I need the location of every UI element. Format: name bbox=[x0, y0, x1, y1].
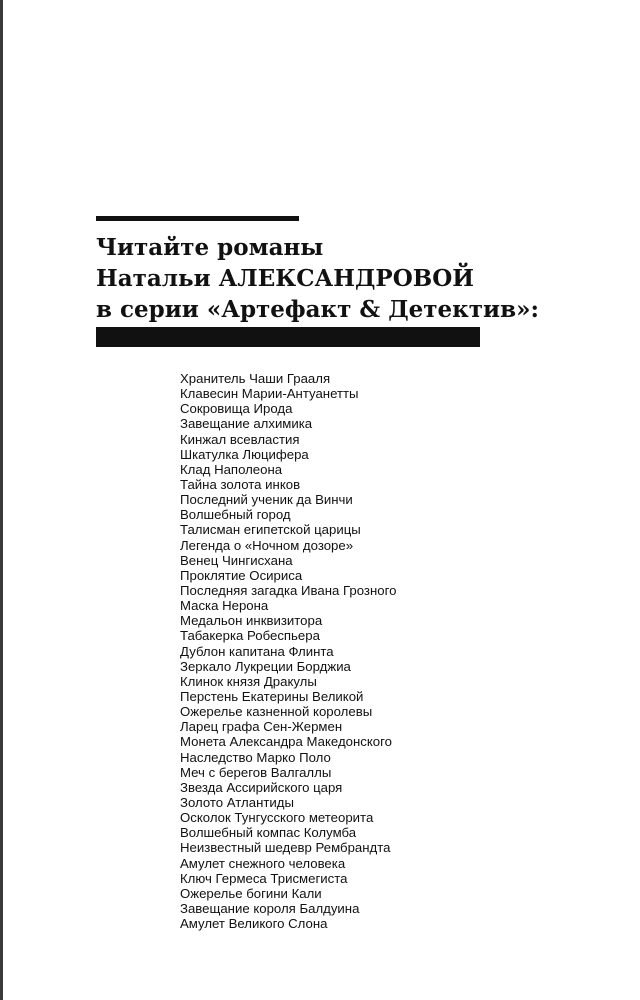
book-title: Зеркало Лукреции Борджиа bbox=[180, 658, 351, 674]
book-title: Звезда Ассирийского царя bbox=[180, 779, 343, 795]
book-title: Сокровища Ирода bbox=[180, 401, 293, 417]
book-title: Проклятие Осириса bbox=[180, 567, 303, 583]
book-title: Перстень Екатерины Великой bbox=[180, 688, 364, 704]
book-title: Шкатулка Люцифера bbox=[180, 446, 309, 462]
book-title: Ожерелье богини Кали bbox=[180, 885, 322, 901]
book-title: Золото Атлантиды bbox=[180, 794, 294, 810]
book-title: Амулет снежного человека bbox=[180, 855, 346, 871]
book-title: Тайна золота инков bbox=[180, 476, 301, 492]
book-title: Клавесин Марии-Антуанетты bbox=[180, 386, 359, 402]
book-title: Медальон инквизитора bbox=[180, 613, 323, 629]
book-title: Монета Александра Македонского bbox=[180, 734, 392, 750]
book-list bbox=[180, 371, 396, 931]
book-title: Маска Нерона bbox=[180, 598, 269, 614]
top-rule bbox=[96, 216, 299, 221]
book-title: Венец Чингисхана bbox=[180, 552, 293, 568]
book-title: Волшебный компас Колумба bbox=[180, 825, 357, 841]
book-title: Клинок князя Дракулы bbox=[180, 673, 317, 689]
heading-line-3: в серии «Артефакт & Детектив»: bbox=[96, 296, 539, 323]
book-title: Кинжал всевластия bbox=[180, 431, 300, 447]
book-title: Завещание короля Балдуина bbox=[180, 900, 360, 916]
book-title: Последний ученик да Винчи bbox=[180, 492, 353, 508]
book-title: Табакерка Робеспьера bbox=[180, 628, 320, 644]
book-title: Ожерелье казненной королевы bbox=[180, 704, 373, 720]
book-title: Талисман египетской царицы bbox=[180, 522, 361, 538]
book-title: Клад Наполеона bbox=[180, 461, 283, 477]
page-edge bbox=[0, 0, 3, 1000]
book-title: Неизвестный шедевр Рембрандта bbox=[180, 840, 391, 856]
book-title: Ларец графа Сен-Жермен bbox=[180, 719, 343, 735]
book-title: Осколок Тунгусского метеорита bbox=[180, 810, 374, 826]
book-title: Хранитель Чаши Грааля bbox=[180, 371, 331, 386]
book-title: Волшебный город bbox=[180, 507, 291, 523]
book-title: Амулет Великого Слона bbox=[180, 916, 328, 932]
book-title: Ключ Гермеса Трисмегиста bbox=[180, 870, 348, 886]
heading-line-2: Натальи АЛЕКСАНДРОВОЙ bbox=[96, 265, 474, 292]
book-title: Дублон капитана Флинта bbox=[180, 643, 334, 659]
book-title: Меч с берегов Валгаллы bbox=[180, 764, 332, 780]
book-title: Последняя загадка Ивана Грозного bbox=[180, 582, 397, 598]
heading-line-1: Читайте романы bbox=[96, 234, 324, 261]
book-title: Легенда о «Ночном дозоре» bbox=[180, 537, 354, 553]
book-title: Завещание алхимика bbox=[180, 416, 313, 432]
book-title: Наследство Марко Поло bbox=[180, 749, 331, 765]
page-heading bbox=[96, 232, 616, 325]
heading-underline-bar bbox=[96, 327, 480, 347]
